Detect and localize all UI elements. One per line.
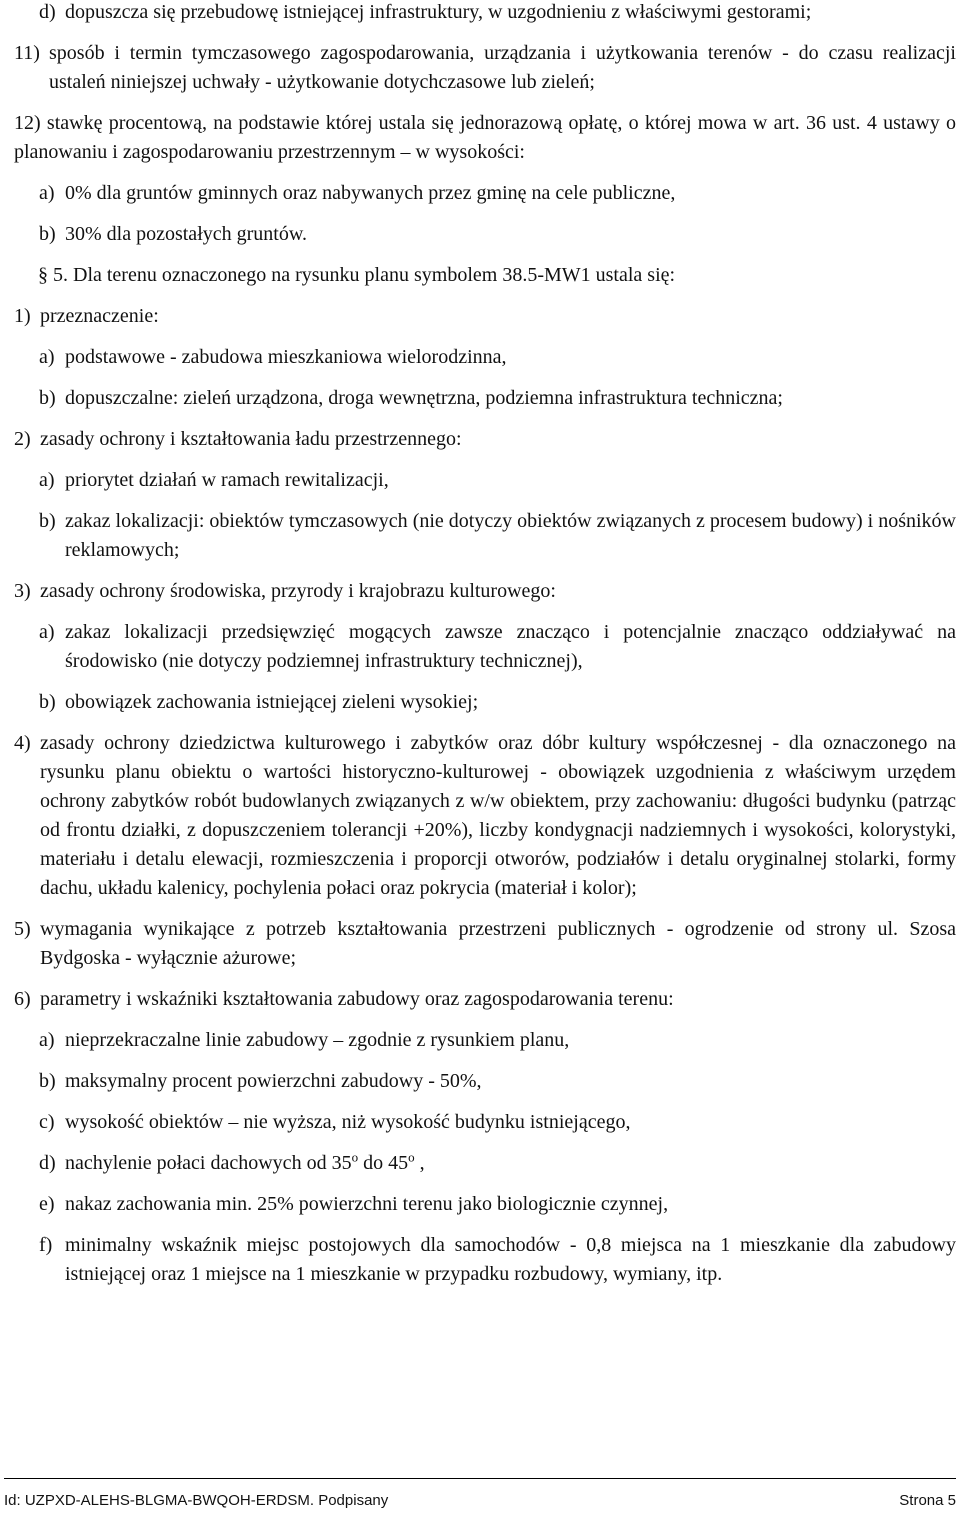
paragraph: 12) stawkę procentową, na podstawie której ustala się jednorazową opłatę, o której mowa w art. 36 ust. 4 ustawy o planowaniu i zagospodarowaniu przestrzennym – w wysokości: [14, 112, 956, 163]
item-text: wymagania wynikające z potrzeb kształtowania przestrzeni publicznych - ogrodzenie od strony ul. Szosa Bydgoska - wyłącznie ażurowe; [40, 918, 956, 969]
list-item [14, 220, 956, 249]
list-item [14, 1108, 956, 1137]
list-item [14, 466, 956, 495]
list-item [14, 1190, 956, 1219]
item-text-part: do 45 [358, 1152, 409, 1174]
list-item [14, 384, 956, 413]
list-item [14, 343, 956, 372]
list-item [14, 0, 956, 27]
item-label: b) [39, 1070, 56, 1092]
list-item [14, 425, 956, 454]
item-label: a) [39, 182, 55, 204]
item-text: podstawowe - zabudowa mieszkaniowa wielorodzinna, [65, 346, 507, 368]
list-item [14, 915, 956, 973]
item-label: b) [39, 223, 56, 245]
item-label: 2) [14, 428, 31, 450]
item-text: 0% dla gruntów gminnych oraz nabywanych przez gminę na cele publiczne, [65, 182, 676, 204]
list-item [14, 729, 956, 903]
item-label: 3) [14, 580, 31, 602]
item-label: c) [39, 1111, 55, 1133]
item-text: dopuszcza się przebudowę istniejącej infrastruktury, w uzgodnieniu z właściwymi gestorami; [65, 1, 812, 23]
item-label: 6) [14, 988, 31, 1010]
list-item [14, 688, 956, 717]
list-item [14, 577, 956, 606]
item-text: zakaz lokalizacji: obiektów tymczasowych (nie dotyczy obiektów związanych z procesem budowy) i nośników reklamowych; [65, 510, 956, 561]
item-text: minimalny wskaźnik miejsc postojowych dla samochodów - 0,8 miejsca na 1 mieszkanie dla zabudowy istniejącej oraz 1 miejsce na 1 mieszkanie w przypadku rozbudowy, wymiany, itp. [65, 1234, 956, 1285]
item-label: d) [39, 1, 56, 23]
list-item [14, 1026, 956, 1055]
item-text-part: nachylenie połaci dachowych od 35 [65, 1152, 352, 1174]
degree-superscript: o [408, 1149, 415, 1165]
item-label: b) [39, 387, 56, 409]
item-label: a) [39, 621, 55, 643]
item-text: sposób i termin tymczasowego zagospodarowania, urządzania i użytkowania terenów - do czasu realizacji ustaleń niniejszej uchwały - użytkowanie dotychczasowe lub zieleń; [49, 42, 956, 93]
list-item [14, 1231, 956, 1289]
item-text: 30% dla pozostałych gruntów. [65, 223, 307, 245]
list-item [14, 1067, 956, 1096]
section-heading: § 5. Dla terenu oznaczonego na rysunku planu symbolem 38.5-MW1 ustala się: [38, 264, 676, 286]
item-label: b) [39, 510, 56, 532]
item-text: maksymalny procent powierzchni zabudowy - 50%, [65, 1070, 482, 1092]
item-label: b) [39, 691, 56, 713]
list-item [14, 985, 956, 1014]
item-text: nakaz zachowania min. 25% powierzchni terenu jako biologicznie czynnej, [65, 1193, 669, 1215]
item-text: zasady ochrony dziedzictwa kulturowego i zabytków oraz dóbr kultury współczesnej - dla oznaczonego na rysunku planu obiektu o wartości historyczno-kulturowej - obowiązek uzgodnienia z właściwym urzędem ochrony zabytków robót budowlanych związanych z w/w obiektem, przy zachowaniu: długości budynku (patrząc od frontu działki, z dopuszczeniem tolerancji +20%), liczby kondygnacji nadziemnych i wysokości, kolorystyki, materiału i detalu elewacji, rozmieszczenia i proporcji otworów, podziałów i detalu oryginalnej stolarki, formy dachu, układu kalenicy, pochylenia połaci oraz pokrycia (materiał i kolor); [40, 732, 956, 899]
list-item [14, 179, 956, 208]
item-label: 1) [14, 305, 31, 327]
item-label: f) [39, 1234, 53, 1256]
list-item [14, 302, 956, 331]
item-text: obowiązek zachowania istniejącej zieleni wysokiej; [65, 691, 479, 713]
page-number: Strona 5 [899, 1492, 956, 1509]
list-item [14, 1149, 956, 1178]
document-id: Id: UZPXD-ALEHS-BLGMA-BWQOH-ERDSM. Podpisany [4, 1492, 389, 1509]
item-text: parametry i wskaźniki kształtowania zabudowy oraz zagospodarowania terenu: [40, 988, 674, 1010]
item-text: zakaz lokalizacji przedsięwzięć mogących zawsze znacząco i potencjalnie znacząco oddziaływać na środowisko (nie dotyczy podziemnej infrastruktury technicznej), [65, 621, 956, 672]
item-text [65, 1149, 956, 1178]
item-text: zasady ochrony i kształtowania ładu przestrzennego: [40, 428, 462, 450]
item-label: a) [39, 346, 55, 368]
item-label: 4) [14, 732, 31, 754]
item-label: 11) [14, 42, 40, 64]
item-label: 5) [14, 918, 31, 940]
list-item [14, 39, 956, 97]
list-item [14, 507, 956, 565]
item-text: przeznaczenie: [40, 305, 159, 327]
item-text: dopuszczalne: zieleń urządzona, droga wewnętrzna, podziemna infrastruktura techniczna; [65, 387, 783, 409]
item-label: e) [39, 1193, 55, 1215]
page-footer [4, 1478, 956, 1511]
degree-superscript: o [351, 1149, 359, 1165]
item-text-part: , [414, 1152, 425, 1174]
item-label: a) [39, 469, 55, 491]
item-text: wysokość obiektów – nie wyższa, niż wysokość budynku istniejącego, [65, 1111, 631, 1133]
item-label: a) [39, 1029, 55, 1051]
item-text: nieprzekraczalne linie zabudowy – zgodnie z rysunkiem planu, [65, 1029, 570, 1051]
list-item [14, 618, 956, 676]
item-label: d) [39, 1152, 56, 1174]
document-page [14, 0, 956, 1301]
item-text: priorytet działań w ramach rewitalizacji, [65, 469, 389, 491]
item-text: zasady ochrony środowiska, przyrody i krajobrazu kulturowego: [40, 580, 556, 602]
